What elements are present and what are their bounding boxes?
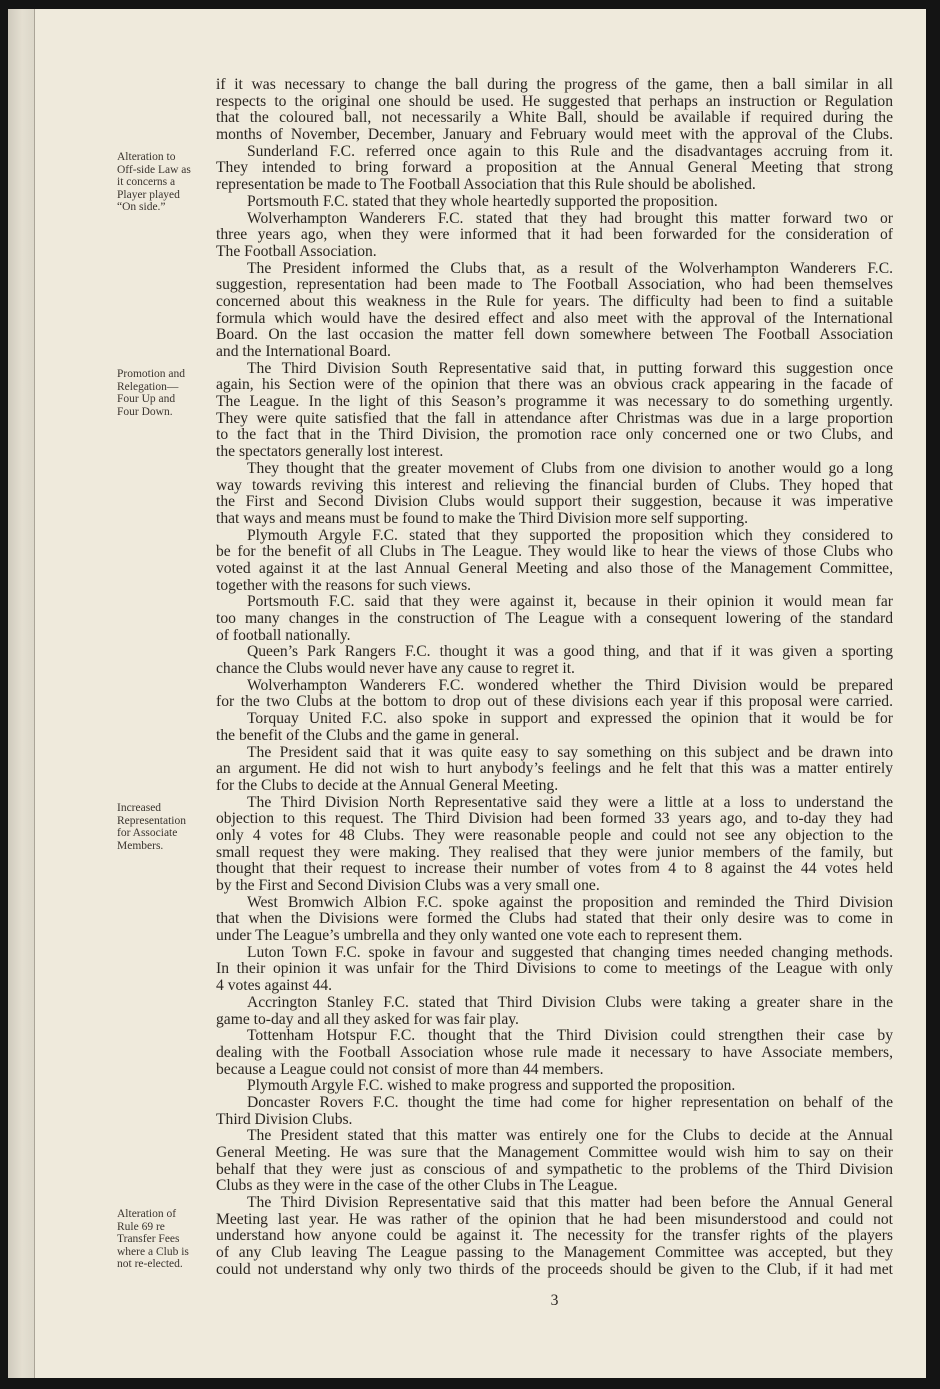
- text-line: formula which would have the desired effect and also meet with the approval of the International: [216, 310, 893, 327]
- text-line: the benefit of the Clubs and the game in general.: [216, 727, 520, 744]
- margin-note-line: Promotion and: [117, 368, 186, 380]
- main-text-column: [216, 77, 893, 1279]
- text-line: The Third Division Representative said that this matter had been before the Annual General: [247, 1195, 893, 1212]
- text-line: Meeting last year. He was rather of the opinion that he had been misunderstood and could not: [216, 1211, 893, 1228]
- margin-note-line: Relegation—: [117, 380, 179, 393]
- text-line: because a League could not consist of more than 44 members.: [216, 1061, 604, 1078]
- text-line: understand how anyone could be against it. The necessity for the transfer rights of the players: [216, 1228, 893, 1245]
- margin-note-line: Rule 69 re: [117, 1220, 165, 1233]
- text-line: The League. In the light of this Season’s programme it was necessary to do something urgently.: [216, 394, 893, 411]
- text-line: for the Clubs to decide at the Annual General Meeting.: [216, 777, 559, 794]
- text-line: Wolverhampton Wanderers F.C. wondered whether the Third Division would be prepared: [247, 677, 893, 694]
- text-line: together with the reasons for such views.: [216, 577, 472, 594]
- text-line: 4 votes against 44.: [216, 978, 333, 995]
- paragraph: [216, 678, 893, 711]
- margin-note-line: Player played: [117, 188, 180, 201]
- paragraph: [216, 594, 893, 644]
- text-line: by the First and Second Division Clubs was a very small one.: [216, 878, 600, 894]
- paragraph: [216, 211, 893, 261]
- margin-note-line: it concerns a: [117, 176, 176, 189]
- text-line: West Bromwich Albion F.C. spoke against the proposition and reminded the Third Division: [247, 894, 893, 911]
- paragraph: [216, 644, 893, 677]
- text-line: dealing with the Football Association whose rule made it necessary to have Associate members,: [216, 1044, 893, 1061]
- text-line: the First and Second Division Clubs would support their suggestion, because it was imperative: [216, 494, 893, 511]
- text-line: Portsmouth F.C. said that they were against it, because in their opinion it would mean far: [247, 594, 893, 611]
- paragraph: [216, 795, 893, 895]
- text-line: Torquay United F.C. also spoke in support and expressed the opinion that it would be for: [247, 711, 893, 728]
- paragraph: [216, 1195, 893, 1278]
- paragraph: [216, 528, 893, 595]
- page-number: 3: [550, 1292, 559, 1309]
- text-line: They intended to bring forward a proposition at the Annual General Meeting that strong: [216, 160, 893, 177]
- paragraph: [216, 711, 893, 744]
- text-line: The Third Division North Representative said they were a little at a loss to understand the: [247, 794, 893, 811]
- text-line: months of November, December, January and February would meet with the approval of the Clubs.: [216, 127, 893, 144]
- paragraph: [216, 1128, 893, 1195]
- text-line: under The League’s umbrella and they only wanted one vote each to represent them.: [216, 928, 743, 945]
- paragraph: [216, 995, 893, 1028]
- paragraph: [216, 77, 893, 144]
- text-line: the spectators generally lost interest.: [216, 444, 444, 461]
- text-line: The President stated that this matter was entirely one for the Clubs to decide at the Annual: [247, 1128, 893, 1145]
- text-line: behalf that they were just as conscious of and sympathetic to the problems of the Third Division: [216, 1161, 893, 1178]
- text-line: objection to this request. The Third Division had been formed 33 years ago, and to-day they had: [216, 811, 893, 828]
- paragraph: [216, 361, 893, 461]
- text-line: could not understand why only two thirds of the proceeds should be given to the Club, if it had met: [216, 1261, 893, 1278]
- text-line: Accrington Stanley F.C. stated that Third Division Clubs were taking a greater share in the: [247, 994, 893, 1011]
- text-line: three years ago, when they were informed that it had been forwarded for the consideration of: [216, 227, 893, 244]
- text-line: to the fact that in the Third Division, the promotion race only concerned one or two Clubs, and: [216, 427, 893, 444]
- text-line: Third Division Clubs.: [216, 1111, 353, 1128]
- text-line: The President said that it was quite easy to say something on this subject and be drawn into: [247, 744, 893, 761]
- paragraph: [216, 1095, 893, 1128]
- text-line: Portsmouth F.C. stated that they whole heartedly supported the proposition.: [247, 193, 718, 210]
- margin-note-line: Alteration to: [117, 151, 176, 163]
- paragraph: [216, 144, 893, 194]
- text-line: The Football Association.: [216, 243, 377, 260]
- margin-note-representation: [117, 802, 213, 852]
- text-line: chance the Clubs would never have any cause to regret it.: [216, 661, 575, 678]
- margin-note-line: Transfer Fees: [117, 1233, 180, 1246]
- text-line: and the International Board.: [216, 344, 391, 360]
- text-line: that ways and means must be found to make the Third Division more self supporting.: [216, 510, 748, 527]
- margin-note-offside: [117, 151, 213, 214]
- margin-note-line: where a Club is: [117, 1245, 189, 1258]
- margin-note-line: Members.: [117, 839, 164, 852]
- text-line: if it was necessary to change the ball during the progress of the game, then a ball similar in all: [216, 77, 893, 93]
- paragraph: [216, 461, 893, 528]
- text-line: Doncaster Rovers F.C. thought the time had come for higher representation on behalf of the: [247, 1094, 893, 1111]
- text-line: be for the benefit of all Clubs in The League. They would like to hear the views of those Clubs who: [216, 544, 893, 561]
- page-binding-edge: [8, 9, 35, 1378]
- text-line: In their opinion it was unfair for the Third Divisions to come to meetings of the League with only: [216, 961, 893, 978]
- text-line: of football nationally.: [216, 627, 351, 644]
- text-line: respects to the original one should be used. He suggested that perhaps an instruction or Regulation: [216, 93, 893, 110]
- text-line: of any Club leaving The League passing to the Management Committee was accepted, but they: [216, 1245, 893, 1262]
- paragraph: [216, 194, 893, 211]
- text-line: concerned about this weakness in the Rule for years. The difficulty had been to find a suitable: [216, 293, 893, 310]
- text-line: an argument. He did not wish to hurt anybody’s feelings and he felt that this was a matter entirely: [216, 761, 893, 778]
- text-line: They were quite satisfied that the fall in attendance after Christmas was due in a large proportion: [216, 410, 893, 427]
- margin-note-line: Off-side Law as: [117, 163, 191, 176]
- margin-note-line: Increased: [117, 802, 162, 814]
- margin-note-line: not re-elected.: [117, 1258, 183, 1271]
- margin-note-line: Four Up and: [117, 393, 176, 406]
- text-line: Tottenham Hotspur F.C. thought that the Third Division could strengthen their case by: [247, 1028, 893, 1045]
- text-line: voted against it at the last Annual General Meeting and also those of the Management Committee,: [216, 560, 893, 577]
- paragraph: [216, 745, 893, 795]
- text-line: General Meeting. He was sure that the Management Committee would wish him to say on their: [216, 1145, 893, 1161]
- margin-note-line: Alteration of: [117, 1208, 177, 1220]
- margin-note-line: Four Down.: [117, 405, 173, 418]
- paragraph: [216, 945, 893, 995]
- text-line: that when the Divisions were formed the Clubs had stated that their only desire was to come in: [216, 911, 893, 928]
- margin-note-promotion: [117, 368, 213, 418]
- text-line: Queen’s Park Rangers F.C. thought it was a good thing, and that if it was given a sporting: [247, 644, 893, 661]
- margin-note-line: Representation: [117, 814, 186, 827]
- paragraph: [216, 261, 893, 361]
- text-line: Plymouth Argyle F.C. wished to make progress and supported the proposition.: [247, 1078, 736, 1095]
- text-line: They thought that the greater movement of Clubs from one division to another would go a long: [247, 460, 893, 477]
- text-line: Plymouth Argyle F.C. stated that they supported the proposition which they considered to: [247, 527, 893, 544]
- text-line: way towards reviving this interest and relieving the financial burden of Clubs. They hoped that: [216, 477, 893, 494]
- paragraph: [216, 1028, 893, 1078]
- paragraph: [216, 1078, 893, 1095]
- text-line: Luton Town F.C. spoke in favour and suggested that changing times needed changing methods.: [247, 944, 893, 961]
- text-line: small request they were making. They realised that they were junior members of the family, but: [216, 844, 893, 861]
- paragraph: [216, 895, 893, 945]
- text-line: Wolverhampton Wanderers F.C. stated that they had brought this matter forward two or: [247, 210, 893, 227]
- text-line: The President informed the Clubs that, as a result of the Wolverhampton Wanderers F.C.: [247, 260, 893, 277]
- text-line: only 4 votes for 48 Clubs. They were reasonable people and could not see any objection to the: [216, 827, 893, 844]
- text-line: thought that their request to increase their number of votes from 4 to 8 against the 44 votes held: [216, 861, 893, 878]
- text-line: game to-day and all they asked for was fair play.: [216, 1011, 519, 1028]
- margin-note-line: “On side.”: [117, 201, 166, 214]
- margin-note-line: for Associate: [117, 827, 178, 840]
- text-line: that the coloured ball, not necessarily a White Ball, should be available if required during the: [216, 110, 893, 127]
- text-line: again, his Section were of the opinion that there was an obvious crack appearing in the facade of: [216, 377, 893, 394]
- text-line: Board. On the last occasion the matter fell down somewhere between The Football Association: [216, 327, 893, 344]
- text-line: for the two Clubs at the bottom to drop out of these divisions each year if this proposal were carried.: [216, 694, 893, 711]
- text-line: Clubs as they were in the case of the other Clubs in The League.: [216, 1178, 618, 1195]
- text-line: too many changes in the construction of The League with a consequent lowering of the standard: [216, 611, 893, 627]
- text-line: The Third Division South Representative said that, in putting forward this suggestion once: [247, 360, 893, 377]
- text-line: representation be made to The Football Association that this Rule should be abolished.: [216, 177, 756, 194]
- text-line: Sunderland F.C. referred once again to this Rule and the disadvantages accruing from it.: [247, 143, 893, 160]
- margin-note-rule-69: [117, 1208, 213, 1271]
- text-line: suggestion, representation had been made to The Football Association, who had been themselves: [216, 277, 893, 294]
